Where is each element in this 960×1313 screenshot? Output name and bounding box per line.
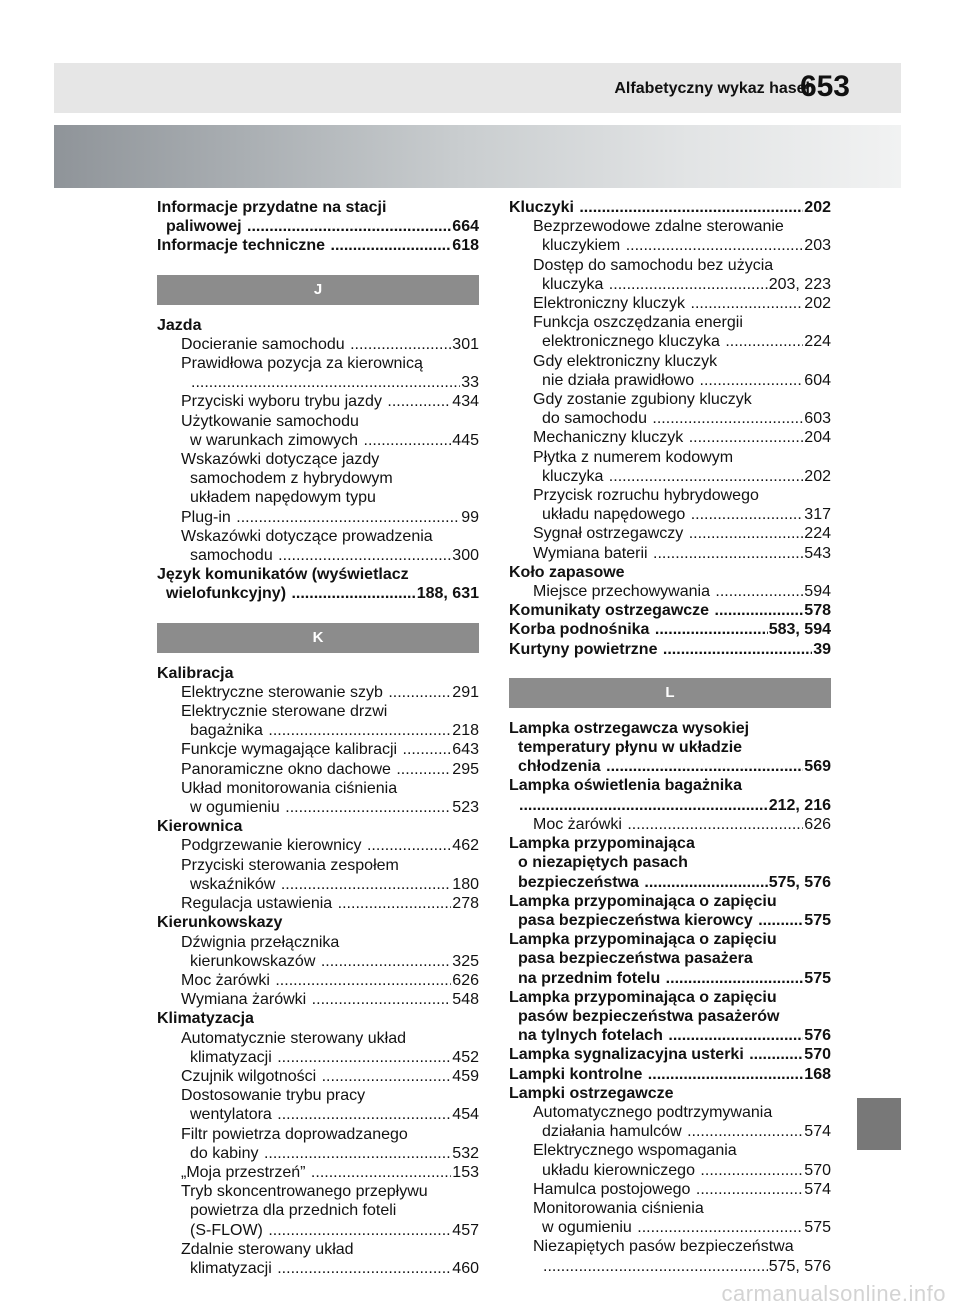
entry-text: Panoramiczne okno dachowe [181,760,396,778]
page-reference: 300 [452,547,479,565]
page-reference: 452 [452,1048,479,1066]
index-subentry: Elektrycznie sterowane drzwi [181,703,388,721]
dot-leader [278,546,451,565]
index-subentry-continuation [509,1161,831,1180]
entry-text: Informacje techniczne [157,237,330,255]
index-subentry-continuation [509,275,831,294]
entry-text: kluczyka [542,275,608,293]
index-subentry [157,760,479,779]
page-reference: 33 [461,374,479,392]
page-reference: 180 [452,875,479,893]
dot-leader [653,544,803,563]
index-subentry-continuation [509,467,831,486]
entry-text: Moc żarówki [181,971,275,989]
dot-leader [388,683,451,702]
index-subentry-continuation [157,1221,479,1240]
dot-leader [403,740,452,759]
index-entry: Język komunikatów (wyświetlacz [157,566,409,584]
entry-text: Funkcje wymagające kalibracji [181,741,402,759]
entry-text: Plug-in [181,508,236,526]
index-entry: Kierunkowskazy [157,914,283,932]
dot-leader [715,582,803,601]
index-subentry [157,894,479,913]
dot-leader [666,969,804,988]
page-number: 653 [799,70,850,103]
page-reference: 204 [804,429,831,447]
index-subentry: Bezprzewodowe zdalne sterowanie [533,218,784,236]
index-subentry [509,544,831,563]
page-reference: 445 [452,431,479,449]
page-reference: 574 [804,1180,831,1198]
dot-leader [749,1045,803,1064]
page-reference: 532 [452,1144,479,1162]
page-reference: 570 [804,1161,831,1179]
index-subentry-continuation [509,236,831,255]
entry-text: bagażnika [190,722,268,740]
dot-leader [758,911,803,930]
entry-text: wskaźników [190,875,280,893]
page-reference: 569 [804,758,831,776]
dot-leader [236,508,460,527]
page-reference: 454 [452,1106,479,1124]
index-subentry: Przycisk rozruchu hybrydowego [533,487,759,505]
index-subentry [509,428,831,447]
page-reference: 202 [804,295,831,313]
entry-text: elektronicznego kluczyka [542,333,725,351]
index-subentry-continuation [509,1218,831,1237]
index-entry-continuation [509,1026,831,1045]
dot-leader [606,757,803,776]
index-entry-continuation [509,796,831,815]
entry-text: Docieranie samochodu [181,335,350,353]
dot-leader [652,409,803,428]
section-header: J [157,275,479,305]
page-reference: 574 [804,1123,831,1141]
entry-text: Lampki kontrolne [509,1065,647,1083]
index-entry: Lampka przypominająca o zapięciu [509,988,777,1006]
index-subentry [157,1163,479,1182]
dot-leader [689,524,804,543]
dot-leader [321,952,451,971]
page-reference: 188, 631 [416,585,479,603]
index-subentry: Automatycznego podtrzymywania [533,1103,773,1121]
index-entry [509,1045,831,1064]
index-subentry-continuation [157,1259,479,1278]
dot-leader [644,873,767,892]
index-subentry: Dostosowanie trybu pracy [181,1087,366,1105]
dot-leader [543,1257,768,1276]
dot-leader [247,217,451,236]
index-entry-continuation: pasa bezpieczeństwa pasażera [518,950,753,968]
index-subentry-continuation [509,409,831,428]
index-subentry-continuation [509,1257,831,1276]
dot-leader [277,1259,451,1278]
entry-text: klimatyzacji [190,1048,277,1066]
dot-leader [609,467,804,486]
dot-leader [725,332,803,351]
page-reference: 218 [452,722,479,740]
entry-text: do samochodu [542,410,652,428]
index-entry-continuation: pasów bezpieczeństwa pasażerów [518,1007,780,1025]
index-subentry [157,836,479,855]
index-entry-continuation [157,584,479,603]
page-reference: 317 [804,506,831,524]
page-reference: 643 [452,741,479,759]
index-subentry-continuation: układem napędowym typu [190,489,376,507]
index-subentry-continuation [157,798,479,817]
index-subentry [509,815,831,834]
entry-text: Lampka sygnalizacyjna usterki [509,1046,749,1064]
dot-leader [275,971,451,990]
index-subentry: Dźwignia przełącznika [181,933,340,951]
dot-leader [277,1048,451,1067]
index-subentry: Płytka z numerem kodowym [533,448,734,466]
dot-leader [700,1161,803,1180]
entry-text: nie działa prawidłowo [542,371,699,389]
entry-text: paliwowej [166,218,247,236]
index-subentry [157,683,479,702]
dot-leader [268,1221,451,1240]
page-reference: 548 [452,991,479,1009]
dot-leader [696,1180,803,1199]
index-entry-continuation: o niezapiętych pasach [518,854,688,872]
index-subentry-continuation [157,875,479,894]
entry-text: w ogumieniu [542,1219,637,1237]
page-reference: 575, 576 [768,873,831,891]
page-reference: 578 [804,602,831,620]
page-reference: 594 [804,583,831,601]
page-reference: 278 [452,895,479,913]
page-reference: 523 [452,799,479,817]
page-reference: 39 [813,640,831,658]
index-entry-continuation [509,757,831,776]
index-subentry-continuation [157,546,479,565]
page-reference: 575 [804,1219,831,1237]
entry-text: (S-FLOW) [190,1221,268,1239]
index-subentry [157,990,479,1009]
dot-leader [367,836,451,855]
dot-leader [322,1067,452,1086]
index-subentry [157,1067,479,1086]
index-subentry: Filtr powietrza doprowadzanego [181,1125,408,1143]
index-subentry-continuation [157,373,479,392]
page-reference: 224 [804,525,831,543]
dot-leader [700,371,804,390]
entry-text: do kabiny [190,1144,263,1162]
index-subentry-continuation [509,332,831,351]
page-reference: 664 [452,218,479,236]
index-subentry: Gdy elektroniczny kluczyk [533,352,718,370]
index-subentry [157,392,479,411]
index-subentry [157,971,479,990]
entry-text: Miejsce przechowywania [533,583,715,601]
page-reference: 459 [452,1067,479,1085]
index-entry: Klimatyzacja [157,1010,254,1028]
entry-text: Kurtyny powietrzne [509,640,662,658]
page-reference: 575 [804,969,831,987]
dot-leader [387,392,451,411]
entry-text: Wymiana baterii [533,544,653,562]
dot-leader [579,198,803,217]
index-entry: Kalibracja [157,664,234,682]
dot-leader [626,236,804,255]
dot-leader [291,584,415,603]
index-subentry-continuation [157,431,479,450]
index-entry [157,236,479,255]
page-reference: 291 [452,683,479,701]
page-reference: 462 [452,837,479,855]
dot-leader [338,894,452,913]
page-reference: 153 [452,1163,479,1181]
index-subentry [157,740,479,759]
entry-text: klimatyzacji [190,1259,277,1277]
entry-text: samochodu [190,547,278,565]
entry-text: Elektryczne sterowanie szyb [181,683,388,701]
page-reference: 301 [452,335,479,353]
index-subentry [157,335,479,354]
dot-leader [609,275,768,294]
page-reference: 603 [804,410,831,428]
header-gradient-band [54,125,901,188]
index-subentry: Automatycznie sterowany układ [181,1029,406,1047]
entry-text: bezpieczeństwa [518,873,644,891]
page-reference: 583, 594 [768,621,831,639]
entry-text: Czujnik wilgotności [181,1067,321,1085]
dot-leader [268,721,451,740]
page-reference: 295 [452,760,479,778]
entry-text: Hamulca postojowego [533,1180,695,1198]
index-subentry [157,508,479,527]
dot-leader [311,1163,451,1182]
entry-text: układu kierowniczego [542,1161,700,1179]
page-reference: 224 [804,333,831,351]
chapter-side-tab [857,1098,901,1150]
index-entry: Lampka ostrzegawcza wysokiej [509,719,750,737]
entry-text: wielofunkcyjny) [166,585,291,603]
index-entry-continuation [157,217,479,236]
index-entry: Jazda [157,316,202,334]
entry-text: Kluczyki [509,199,579,216]
index-subentry [509,524,831,543]
index-entry-continuation [509,911,831,930]
index-subentry-continuation [509,1122,831,1141]
dot-leader [663,640,812,659]
dot-leader [191,373,460,392]
page-reference: 576 [804,1027,831,1045]
index-entry: Lampka przypominająca [509,835,695,853]
dot-leader [312,990,452,1009]
entry-text: Korba podnośnika [509,621,654,639]
index-subentry: Prawidłowa pozycja za kierownicą [181,355,423,373]
entry-text: Moc żarówki [533,815,627,833]
index-subentry [509,294,831,313]
page-reference: 434 [452,393,479,411]
dot-leader [627,815,803,834]
entry-text: Przyciski wyboru trybu jazdy [181,393,387,411]
section-header: L [509,678,831,708]
page-reference: 203, 223 [768,275,831,293]
entry-text: Komunikaty ostrzegawcze [509,602,714,620]
page-reference: 570 [804,1046,831,1064]
dot-leader [519,796,768,815]
footer-watermark: carmanualsonline.info [721,1281,946,1306]
index-subentry: Niezapiętych pasów bezpieczeństwa [533,1238,794,1256]
page-reference: 626 [452,971,479,989]
index-subentry: Tryb skoncentrowanego przepływu [181,1183,428,1201]
index-subentry: Przyciski sterowania zespołem [181,856,399,874]
index-entry: Lampka przypominająca o zapięciu [509,892,777,910]
dot-leader [689,428,804,447]
dot-leader [331,236,452,255]
entry-text: „Moja przestrzeń” [181,1163,310,1181]
page-reference: 325 [452,952,479,970]
index-entry-continuation [509,873,831,892]
entry-text: chłodzenia [518,758,606,776]
page-reference: 543 [804,544,831,562]
dot-leader [277,1105,451,1124]
dot-leader [691,505,804,524]
index-subentry-continuation [157,1105,479,1124]
dot-leader [655,620,768,639]
index-subentry: Użytkowanie samochodu [181,412,359,430]
index-subentry: Zdalnie sterowany układ [181,1240,354,1258]
index-entry-continuation: temperatury płynu w układzie [518,739,743,757]
index-subentry: Układ monitorowania ciśnienia [181,779,398,797]
index-entry [509,620,831,639]
entry-text: wentylatora [190,1106,277,1124]
index-subentry-continuation [157,1048,479,1067]
index-subentry: Wskazówki dotyczące jazdy [181,451,380,469]
dot-leader [350,335,451,354]
dot-leader [285,798,451,817]
index-entry: Lampki ostrzegawcze [509,1084,674,1102]
index-subentry-continuation: samochodem z hybrydowym [190,470,393,488]
index-entry [509,1065,831,1084]
page-reference: 575, 576 [768,1257,831,1275]
entry-text: układu napędowego [542,506,690,524]
page-reference: 460 [452,1259,479,1277]
index-entry: Lampka przypominająca o zapięciu [509,931,777,949]
index-entry-continuation [509,969,831,988]
index-subentry: Elektrycznego wspomagania [533,1142,737,1160]
page-reference: 618 [452,237,479,255]
index-subentry-continuation: powietrza dla przednich foteli [190,1202,397,1220]
entry-text: kluczyka [542,467,608,485]
index-entry: Koło zapasowe [509,563,625,581]
entry-text: działania hamulców [542,1123,687,1141]
page-reference: 202 [804,467,831,485]
entry-text: kierunkowskazów [190,952,320,970]
entry-text: w ogumieniu [190,799,285,817]
index-entry [509,601,831,620]
index-subentry-continuation [157,721,479,740]
dot-leader [715,601,804,620]
index-subentry-continuation [509,371,831,390]
entry-text: Regulacja ustawienia [181,895,337,913]
page-reference: 203 [804,237,831,255]
index-subentry: Wskazówki dotyczące prowadzenia [181,527,433,545]
entry-text: na przednim fotelu [518,969,665,987]
entry-text: Wymiana żarówki [181,991,311,1009]
section-header: K [157,623,479,653]
entry-text: Elektroniczny kluczyk [533,295,690,313]
entry-text: Mechaniczny kluczyk [533,429,688,447]
entry-text: na tylnych fotelach [518,1027,668,1045]
page-reference: 212, 216 [768,796,831,814]
dot-leader [264,1144,451,1163]
page-reference: 457 [452,1221,479,1239]
dot-leader [396,760,451,779]
entry-text: pasa bezpieczeństwa kierowcy [518,911,758,929]
dot-leader [637,1218,803,1237]
index-subentry-continuation [157,1144,479,1163]
index-subentry: Gdy zostanie zgubiony kluczyk [533,391,752,409]
index-entry: Kierownica [157,818,243,836]
page-reference: 626 [804,815,831,833]
dot-leader [648,1065,804,1084]
dot-leader [687,1122,803,1141]
index-subentry-continuation [509,505,831,524]
index-subentry [509,1180,831,1199]
index-subentry [509,582,831,601]
index-subentry-continuation [157,952,479,971]
index-entry [509,640,831,659]
page-reference: 168 [804,1065,831,1083]
page-reference: 99 [461,508,479,526]
entry-text: kluczykiem [542,237,625,255]
index-subentry: Monitorowania ciśnienia [533,1199,704,1217]
dot-leader [281,875,451,894]
dot-leader [364,431,452,450]
index-column-left [157,198,479,1278]
index-subentry: Dostęp do samochodu bez użycia [533,256,774,274]
index-subentry: Funkcja oszczędzania energii [533,314,743,332]
index-entry: Informacje przydatne na stacji [157,199,387,216]
entry-text: Sygnał ostrzegawczy [533,525,688,543]
index-entry: Lampka oświetlenia bagażnika [509,777,742,795]
entry-text: Podgrzewanie kierownicy [181,837,366,855]
index-entry [509,198,831,217]
index-column-right [509,198,831,1276]
page-reference: 202 [804,199,831,216]
entry-text: w warunkach zimowych [190,431,363,449]
dot-leader [691,294,804,313]
page-reference: 604 [804,371,831,389]
dot-leader [668,1026,803,1045]
page-reference: 575 [804,911,831,929]
header-title: Alfabetyczny wykaz haseł [614,80,810,97]
